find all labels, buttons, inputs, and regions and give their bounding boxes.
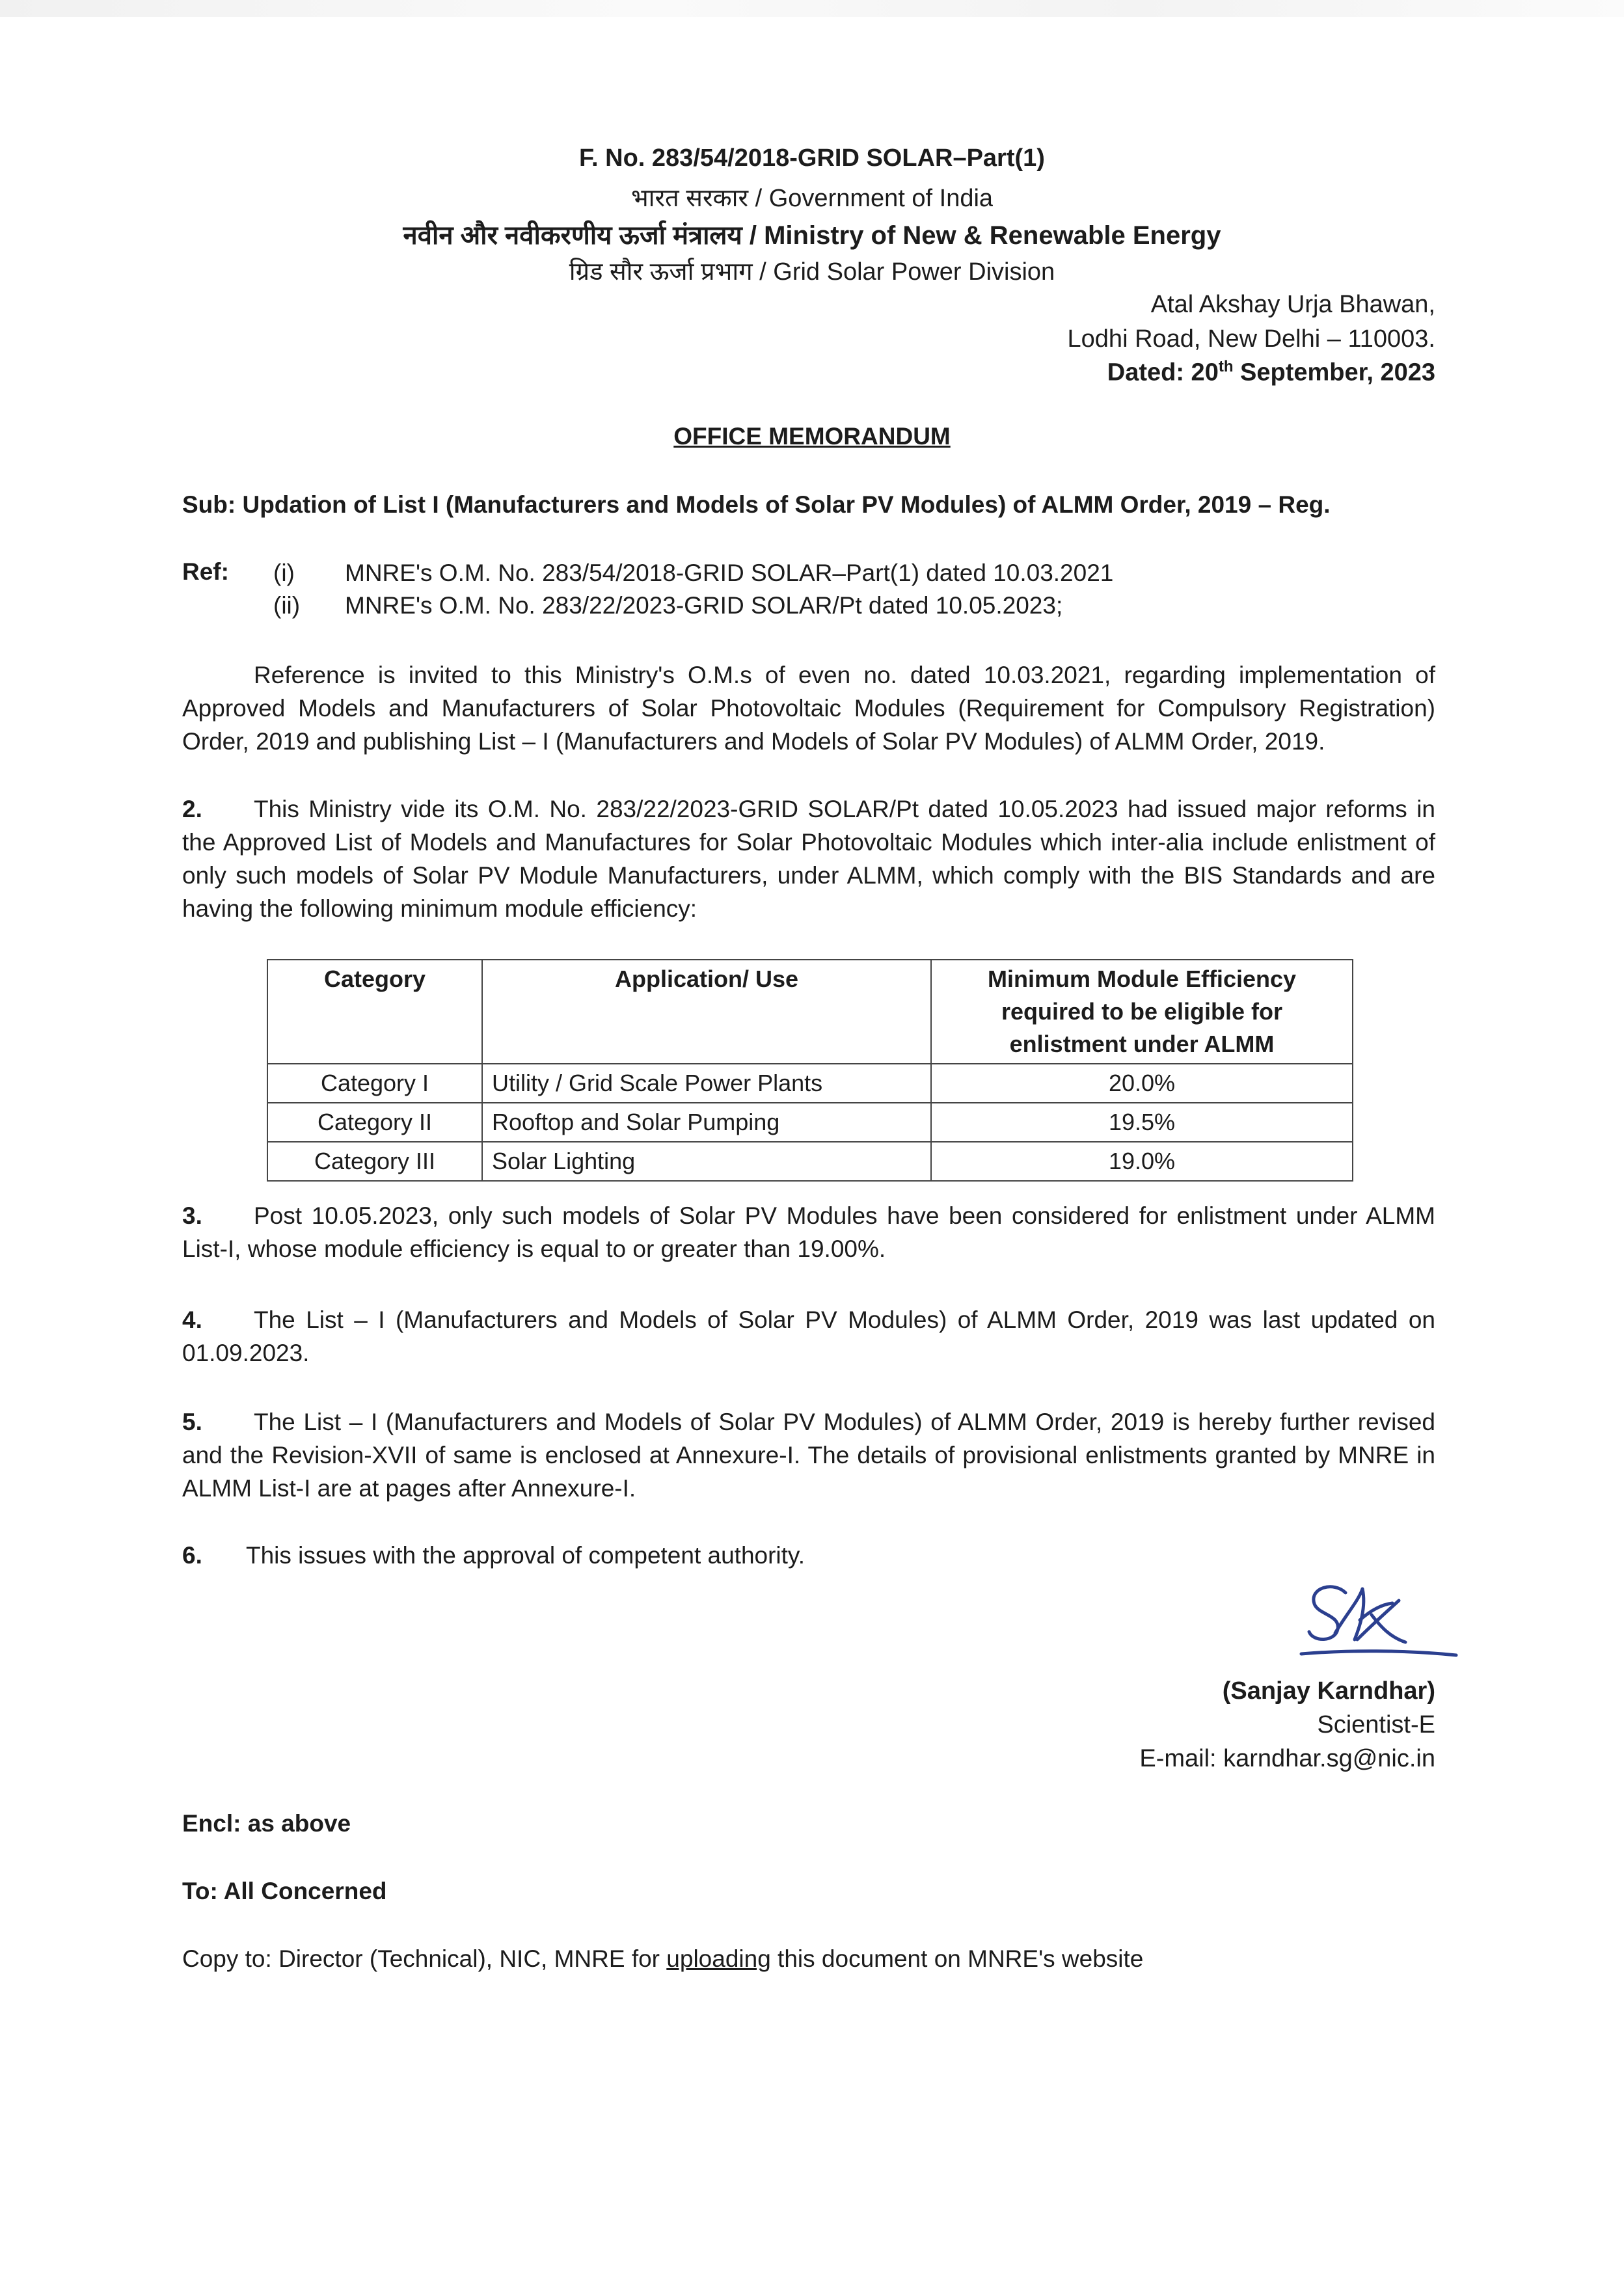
paragraph-3 xyxy=(182,1199,1435,1265)
paragraph-3-num: 3. xyxy=(182,1202,202,1229)
cell-efficiency: 19.5% xyxy=(931,1103,1353,1142)
ref-label: Ref: xyxy=(182,558,229,585)
paragraph-5-num: 5. xyxy=(182,1409,202,1435)
date-prefix: Dated: 20 xyxy=(1107,358,1219,386)
efficiency-table xyxy=(267,959,1353,1182)
paragraph-5 xyxy=(182,1405,1435,1505)
ref-num-1: (i) xyxy=(273,560,295,586)
cell-application: Rooftop and Solar Pumping xyxy=(482,1103,931,1142)
paragraph-1 xyxy=(182,658,1435,758)
header-efficiency: Minimum Module Efficiency required to be eligible for enlistment under ALMM xyxy=(931,960,1353,1064)
date-line xyxy=(1107,358,1435,387)
paragraph-5-text: The List – I (Manufacturers and Models of Solar PV Modules) of ALMM Order, 2019 is hereby further revised and the Revision-XVII of same is enclosed at Annexure-I. The details of provisional enlistments granted by MNRE in ALMM List-I are at pages after Annexure-I. xyxy=(182,1409,1435,1502)
table-header-row xyxy=(267,960,1353,1064)
paragraph-4-num: 4. xyxy=(182,1306,202,1333)
cell-efficiency: 19.0% xyxy=(931,1142,1353,1181)
copy-to-line xyxy=(182,1945,1143,1973)
address-line-2: Lodhi Road, New Delhi – 110003. xyxy=(1067,325,1435,353)
division-line: ग्रिड सौर ऊर्जा प्रभाग / Grid Solar Power Division xyxy=(569,258,1055,286)
ref-num-2: (ii) xyxy=(273,592,301,619)
paragraph-6-text: This issues with the approval of competent authority. xyxy=(246,1542,805,1569)
signatory-email: E-mail: karndhar.sg@nic.in xyxy=(1139,1745,1435,1772)
copy-to-prefix: Copy to: Director (Technical), NIC, MNRE for xyxy=(182,1945,667,1972)
memo-title: OFFICE MEMORANDUM xyxy=(673,423,951,450)
paragraph-6-num: 6. xyxy=(182,1542,202,1569)
paragraph-2-num: 2. xyxy=(182,796,202,822)
paragraph-2-text: This Ministry vide its O.M. No. 283/22/2023-GRID SOLAR/Pt dated 10.05.2023 had issued major reforms in the Approved List of Models and Manufactures for Solar Photovoltaic Modules which inter-alia include enlistment of only such models of Solar PV Module Manufacturers, under ALMM, which comply with the BIS Standards and are having the following minimum module efficiency: xyxy=(182,796,1435,922)
cell-efficiency: 20.0% xyxy=(931,1064,1353,1103)
to-line: To: All Concerned xyxy=(182,1878,387,1904)
header-application: Application/ Use xyxy=(482,960,931,1064)
paragraph-1-text: Reference is invited to this Ministry's O.M.s of even no. dated 10.03.2021, regarding implementation of Approved Models and Manufacturers of Solar Photovoltaic Modules (Requirement for Compulsory Registration) Order, 2019 and publishing List – I (Manufacturers and Models of Solar PV Modules) of ALMM Order, 2019. xyxy=(182,662,1435,755)
paragraph-3-text: Post 10.05.2023, only such models of Solar PV Modules have been considered for enlistment under ALMM List-I, whose module efficiency is equal to or greater than 19.00%. xyxy=(182,1202,1435,1262)
paragraph-2 xyxy=(182,792,1435,925)
enclosure-line: Encl: as above xyxy=(182,1810,351,1837)
cell-application: Solar Lighting xyxy=(482,1142,931,1181)
paragraph-4-text: The List – I (Manufacturers and Models of Solar PV Modules) of ALMM Order, 2019 was last updated on 01.09.2023. xyxy=(182,1306,1435,1366)
paragraph-6 xyxy=(182,1539,1435,1572)
handwritten-signature xyxy=(1295,1575,1464,1672)
ref-text-2: MNRE's O.M. No. 283/22/2023-GRID SOLAR/Pt dated 10.05.2023; xyxy=(345,592,1063,619)
table-row xyxy=(267,1142,1353,1181)
cell-category: Category II xyxy=(267,1103,482,1142)
signatory-name: (Sanjay Karndhar) xyxy=(1222,1677,1435,1705)
scan-edge xyxy=(0,0,1624,17)
address-line-1: Atal Akshay Urja Bhawan, xyxy=(1150,291,1435,318)
ref-text-1: MNRE's O.M. No. 283/54/2018-GRID SOLAR–Part(1) dated 10.03.2021 xyxy=(345,560,1114,586)
cell-category: Category III xyxy=(267,1142,482,1181)
paragraph-4 xyxy=(182,1303,1435,1370)
subject-line: Sub: Updation of List I (Manufacturers and Models of Solar PV Modules) of ALMM Order, 2019 – Reg. xyxy=(182,491,1331,518)
header-category: Category xyxy=(267,960,482,1064)
date-suffix: September, 2023 xyxy=(1233,358,1435,386)
table-row xyxy=(267,1064,1353,1103)
signatory-designation: Scientist-E xyxy=(1317,1711,1435,1738)
table-row xyxy=(267,1103,1353,1142)
cell-category: Category I xyxy=(267,1064,482,1103)
government-line: भारत सरकार / Government of India xyxy=(630,185,994,212)
copy-to-underlined: uploading xyxy=(666,1945,771,1972)
cell-application: Utility / Grid Scale Power Plants xyxy=(482,1064,931,1103)
file-number: F. No. 283/54/2018-GRID SOLAR–Part(1) xyxy=(579,144,1045,172)
copy-to-suffix: this document on MNRE's website xyxy=(770,1945,1144,1972)
ministry-line: नवीन और नवीकरणीय ऊर्जा मंत्रालय / Ministry of New & Renewable Energy xyxy=(403,221,1221,250)
date-sup: th xyxy=(1218,358,1234,375)
